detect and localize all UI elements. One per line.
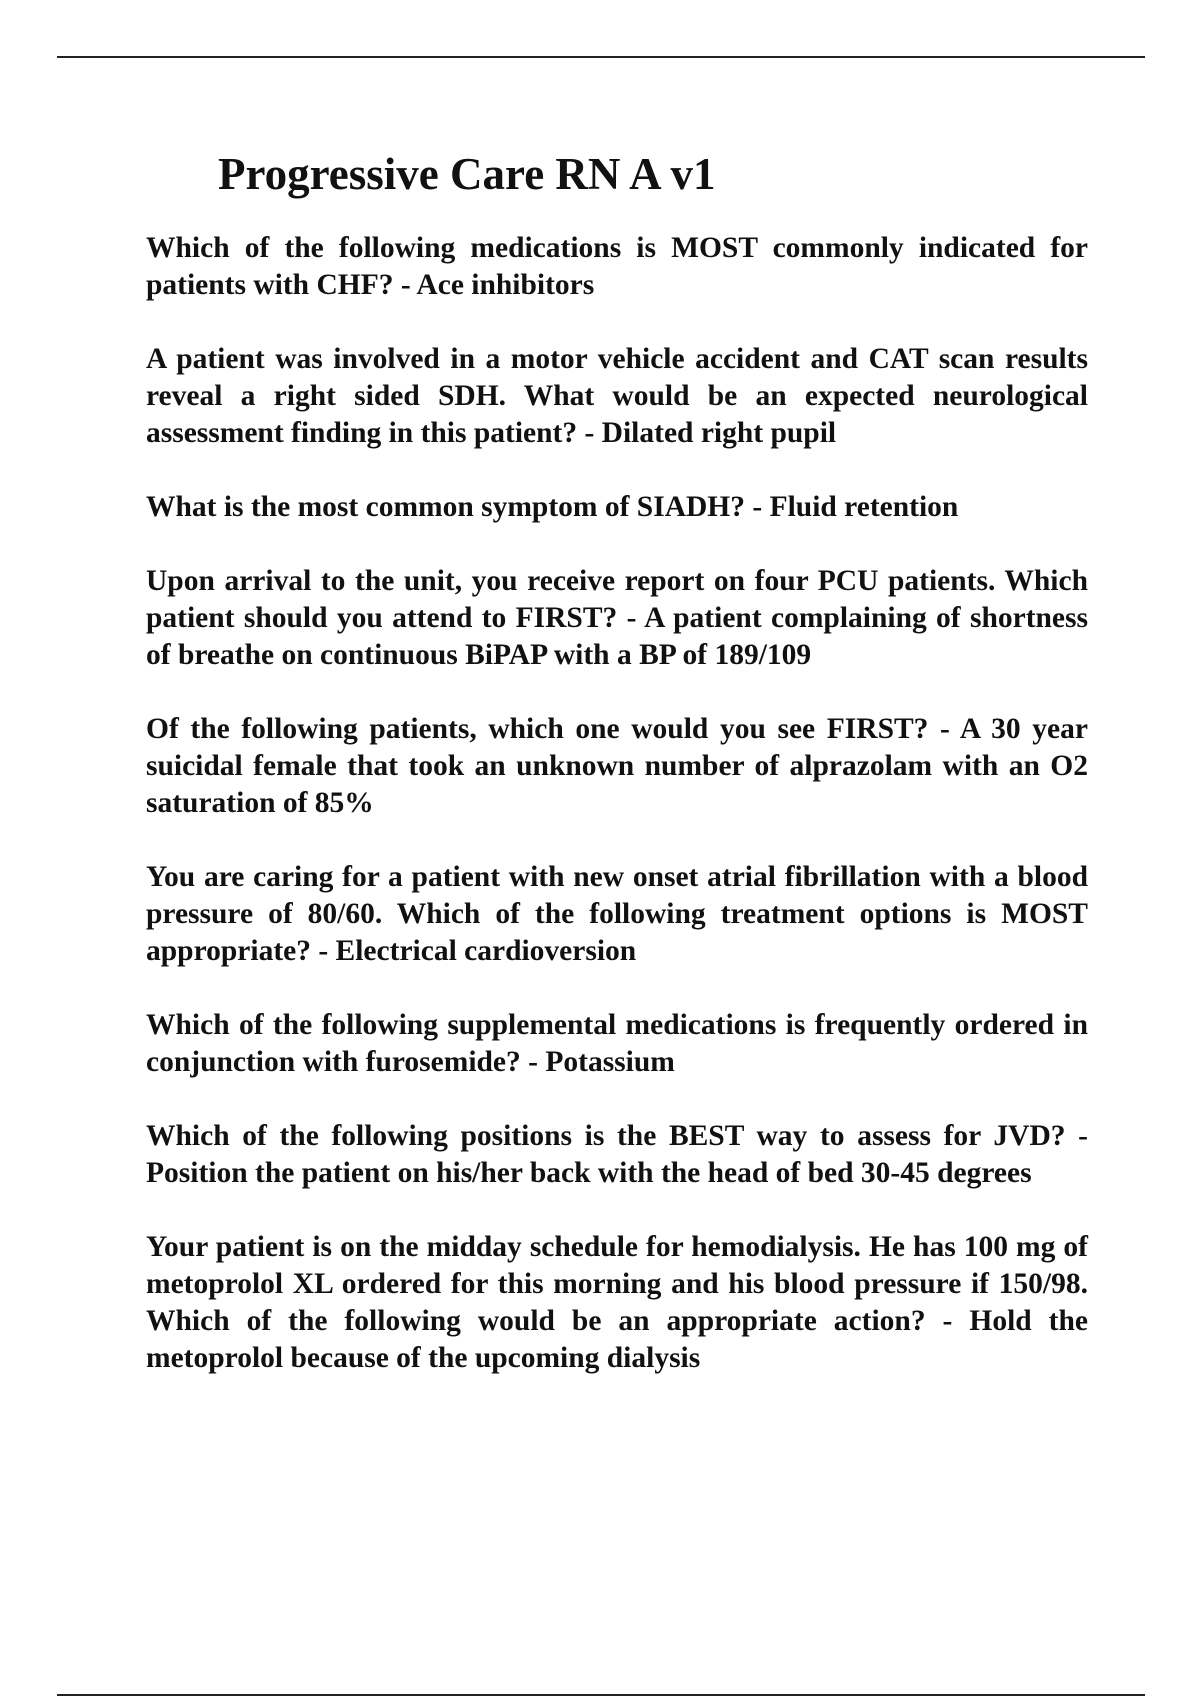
header-rule xyxy=(57,56,1145,58)
qa-item-3: What is the most common symptom of SIADH? - Fluid retention xyxy=(146,491,959,523)
qa-item-6: You are caring for a patient with new onset atrial fibrillation with a blood pressure of 80/60. Which of the following treatment options is MOST appropriate? - Electrical cardioversion xyxy=(146,861,1088,967)
qa-item-7: Which of the following supplemental medications is frequently ordered in conjunction with furosemide? - Potassium xyxy=(146,1009,1088,1078)
footer-rule xyxy=(57,1694,1145,1696)
qa-item-8: Which of the following positions is the BEST way to assess for JVD? - Position the patient on his/her back with the head of bed 30-45 degrees xyxy=(146,1120,1088,1189)
qa-item-5: Of the following patients, which one would you see FIRST? - A 30 year suicidal female that took an unknown number of alprazolam with an O2 saturation of 85% xyxy=(146,713,1088,819)
qa-item-2: A patient was involved in a motor vehicle accident and CAT scan results reveal a right sided SDH. What would be an expected neurological assessment finding in this patient? - Dilated right pupil xyxy=(146,343,1088,449)
qa-item-1: Which of the following medications is MOST commonly indicated for patients with CHF? - Ace inhibitors xyxy=(146,232,1088,301)
qa-item-4: Upon arrival to the unit, you receive report on four PCU patients. Which patient should you attend to FIRST? - A patient complaining of shortness of breathe on continuous BiPAP with a BP of 189/109 xyxy=(146,565,1088,671)
qa-list xyxy=(146,230,1088,1414)
qa-item-9: Your patient is on the midday schedule for hemodialysis. He has 100 mg of metoprolol XL ordered for this morning and his blood pressure if 150/98. Which of the following would be an appropriate action? - Hold the metoprolol because of the upcoming dialysis xyxy=(146,1231,1088,1374)
page-title: Progressive Care RN A v1 xyxy=(218,149,716,199)
